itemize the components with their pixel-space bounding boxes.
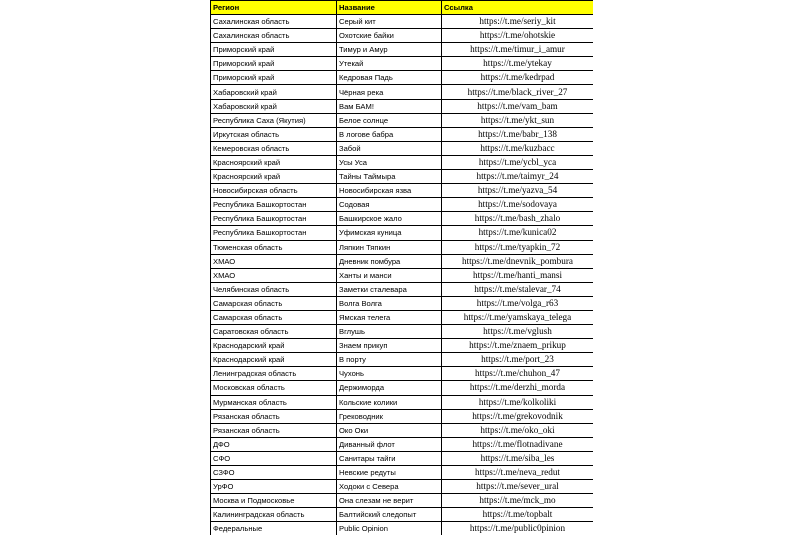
name-cell[interactable]: В порту (337, 353, 442, 367)
link-cell[interactable]: https://t.me/taimyr_24 (442, 170, 594, 184)
table-row (211, 57, 594, 71)
name-cell[interactable]: Белое солнце (337, 113, 442, 127)
table-row (211, 170, 594, 184)
link-cell[interactable]: https://t.me/sever_ural (442, 480, 594, 494)
table-row (211, 451, 594, 465)
region-cell[interactable]: Самарская область (211, 296, 337, 310)
channels-table (210, 0, 593, 535)
name-cell[interactable]: Тайны Таймыра (337, 170, 442, 184)
region-cell[interactable]: СЗФО (211, 466, 337, 480)
region-cell[interactable]: Челябинская область (211, 282, 337, 296)
spreadsheet (210, 0, 593, 535)
header-region[interactable]: Регион (211, 1, 337, 15)
link-cell[interactable]: https://t.me/ycbl_yca (442, 155, 594, 169)
name-cell[interactable]: Ямская телега (337, 310, 442, 324)
link-cell[interactable]: https://t.me/oko_oki (442, 423, 594, 437)
table-row (211, 282, 594, 296)
link-cell[interactable]: https://t.me/tyapkin_72 (442, 240, 594, 254)
name-cell[interactable]: Заметки сталевара (337, 282, 442, 296)
table-row (211, 184, 594, 198)
region-cell[interactable]: Хабаровский край (211, 99, 337, 113)
link-cell[interactable]: https://t.me/kedrpad (442, 71, 594, 85)
table-row (211, 325, 594, 339)
name-cell[interactable]: Санитары тайги (337, 451, 442, 465)
name-cell[interactable]: Дневник помбура (337, 254, 442, 268)
link-cell[interactable]: https://t.me/grekovodnik (442, 409, 594, 423)
table-row (211, 437, 594, 451)
link-cell[interactable]: https://t.me/vam_bam (442, 99, 594, 113)
link-cell[interactable]: https://t.me/siba_les (442, 451, 594, 465)
link-cell[interactable]: https://t.me/dnevnik_pombura (442, 254, 594, 268)
link-cell[interactable]: https://t.me/kuzbacc (442, 141, 594, 155)
link-cell[interactable]: https://t.me/yazva_54 (442, 184, 594, 198)
header-link[interactable]: Ссылка (442, 1, 594, 15)
region-cell[interactable]: Саратовская область (211, 325, 337, 339)
name-cell[interactable]: Уфимская куница (337, 226, 442, 240)
table-row (211, 71, 594, 85)
link-cell[interactable]: https://t.me/public0pinion (442, 522, 594, 535)
link-cell[interactable]: https://t.me/stalevar_74 (442, 282, 594, 296)
link-cell[interactable]: https://t.me/babr_138 (442, 127, 594, 141)
region-cell[interactable]: Ленинградская область (211, 367, 337, 381)
name-cell[interactable]: Тимур и Амур (337, 43, 442, 57)
name-cell[interactable]: Забой (337, 141, 442, 155)
region-cell[interactable]: Сахалинская область (211, 15, 337, 29)
name-cell[interactable]: Утекай (337, 57, 442, 71)
table-row (211, 240, 594, 254)
table-row (211, 494, 594, 508)
region-cell[interactable]: Московская область (211, 381, 337, 395)
link-cell[interactable]: https://t.me/ohotskie (442, 29, 594, 43)
link-cell[interactable]: https://t.me/port_23 (442, 353, 594, 367)
region-cell[interactable]: Сахалинская область (211, 29, 337, 43)
region-cell[interactable]: Красноярский край (211, 170, 337, 184)
table-row (211, 29, 594, 43)
table-row (211, 409, 594, 423)
table-row (211, 43, 594, 57)
region-cell[interactable]: Федеральные (211, 522, 337, 535)
link-cell[interactable]: https://t.me/mck_mo (442, 494, 594, 508)
table-row (211, 381, 594, 395)
region-cell[interactable]: ХМАО (211, 254, 337, 268)
region-cell[interactable]: Мурманская область (211, 395, 337, 409)
table-row (211, 508, 594, 522)
name-cell[interactable]: Ляпкин Тяпкин (337, 240, 442, 254)
name-cell[interactable]: Ханты и манси (337, 268, 442, 282)
name-cell[interactable]: Серый кит (337, 15, 442, 29)
name-cell[interactable]: Знаем прикуп (337, 339, 442, 353)
name-cell[interactable]: Кедровая Падь (337, 71, 442, 85)
link-cell[interactable]: https://t.me/sodovaya (442, 198, 594, 212)
name-cell[interactable]: Вглушь (337, 325, 442, 339)
link-cell[interactable]: https://t.me/flotnadivane (442, 437, 594, 451)
link-cell[interactable]: https://t.me/chuhon_47 (442, 367, 594, 381)
region-cell[interactable]: Краснодарский край (211, 339, 337, 353)
table-row (211, 522, 594, 535)
link-cell[interactable]: https://t.me/vglush (442, 325, 594, 339)
link-cell[interactable]: https://t.me/topbalt (442, 508, 594, 522)
name-cell[interactable]: Чёрная река (337, 85, 442, 99)
region-cell[interactable]: Красноярский край (211, 155, 337, 169)
name-cell[interactable]: Башкирское жало (337, 212, 442, 226)
table-row (211, 226, 594, 240)
link-cell[interactable]: https://t.me/derzhi_morda (442, 381, 594, 395)
table-row (211, 268, 594, 282)
region-cell[interactable]: Приморский край (211, 43, 337, 57)
table-row (211, 155, 594, 169)
name-cell[interactable]: Балтийский следопыт (337, 508, 442, 522)
region-cell[interactable]: Республика Башкортостан (211, 226, 337, 240)
name-cell[interactable]: Держиморда (337, 381, 442, 395)
name-cell[interactable]: Охотские байки (337, 29, 442, 43)
region-cell[interactable]: Москва и Подмосковье (211, 494, 337, 508)
region-cell[interactable]: Самарская область (211, 310, 337, 324)
table-row (211, 310, 594, 324)
table-row (211, 15, 594, 29)
table-row (211, 480, 594, 494)
name-cell[interactable]: Кольские колики (337, 395, 442, 409)
region-cell[interactable]: Новосибирская область (211, 184, 337, 198)
name-cell[interactable]: Волга Волга (337, 296, 442, 310)
region-cell[interactable]: ДФО (211, 437, 337, 451)
name-cell[interactable]: Ходоки с Севера (337, 480, 442, 494)
link-cell[interactable]: https://t.me/ykt_sun (442, 113, 594, 127)
name-cell[interactable]: Новосибирская язва (337, 184, 442, 198)
region-cell[interactable]: Приморский край (211, 57, 337, 71)
region-cell[interactable]: Республика Башкортостан (211, 198, 337, 212)
link-cell[interactable]: https://t.me/timur_i_amur (442, 43, 594, 57)
table-row (211, 85, 594, 99)
region-cell[interactable]: СФО (211, 451, 337, 465)
region-cell[interactable]: ХМАО (211, 268, 337, 282)
region-cell[interactable]: Приморский край (211, 71, 337, 85)
link-cell[interactable]: https://t.me/seriy_kit (442, 15, 594, 29)
table-row (211, 296, 594, 310)
name-cell[interactable]: Невские редуты (337, 466, 442, 480)
link-cell[interactable]: https://t.me/yamskaya_telega (442, 310, 594, 324)
name-cell[interactable]: Усы Уса (337, 155, 442, 169)
link-cell[interactable]: https://t.me/bash_zhalo (442, 212, 594, 226)
table-row (211, 367, 594, 381)
link-cell[interactable]: https://t.me/kunica02 (442, 226, 594, 240)
name-cell[interactable]: Содовая (337, 198, 442, 212)
name-cell[interactable]: Вам БАМ! (337, 99, 442, 113)
name-cell[interactable]: Чухонь (337, 367, 442, 381)
link-cell[interactable]: https://t.me/ytekay (442, 57, 594, 71)
link-cell[interactable]: https://t.me/volga_r63 (442, 296, 594, 310)
table-row (211, 353, 594, 367)
name-cell[interactable]: В логове бабра (337, 127, 442, 141)
table-row (211, 113, 594, 127)
table-row (211, 466, 594, 480)
link-cell[interactable]: https://t.me/neva_redut (442, 466, 594, 480)
region-cell[interactable]: Калининградская область (211, 508, 337, 522)
link-cell[interactable]: https://t.me/black_river_27 (442, 85, 594, 99)
region-cell[interactable]: УрФО (211, 480, 337, 494)
table-row (211, 99, 594, 113)
region-cell[interactable]: Рязанская область (211, 423, 337, 437)
name-cell[interactable]: Public Opinion (337, 522, 442, 535)
table-row (211, 395, 594, 409)
region-cell[interactable]: Краснодарский край (211, 353, 337, 367)
name-cell[interactable]: Она слезам не верит (337, 494, 442, 508)
region-cell[interactable]: Рязанская область (211, 409, 337, 423)
table-row (211, 212, 594, 226)
region-cell[interactable]: Иркутская область (211, 127, 337, 141)
table-row (211, 254, 594, 268)
header-row (211, 1, 594, 15)
region-cell[interactable]: Тюменская область (211, 240, 337, 254)
table-row (211, 339, 594, 353)
name-cell[interactable]: Греководник (337, 409, 442, 423)
link-cell[interactable]: https://t.me/hanti_mansi (442, 268, 594, 282)
table-body (211, 15, 594, 535)
name-cell[interactable]: Око Оки (337, 423, 442, 437)
table-row (211, 423, 594, 437)
table-row (211, 141, 594, 155)
region-cell[interactable]: Хабаровский край (211, 85, 337, 99)
table-row (211, 127, 594, 141)
region-cell[interactable]: Республика Саха (Якутия) (211, 113, 337, 127)
header-name[interactable]: Название (337, 1, 442, 15)
region-cell[interactable]: Кемеровская область (211, 141, 337, 155)
link-cell[interactable]: https://t.me/kolkoliki (442, 395, 594, 409)
table-row (211, 198, 594, 212)
link-cell[interactable]: https://t.me/znaem_prikup (442, 339, 594, 353)
name-cell[interactable]: Диванный флот (337, 437, 442, 451)
region-cell[interactable]: Республика Башкортостан (211, 212, 337, 226)
